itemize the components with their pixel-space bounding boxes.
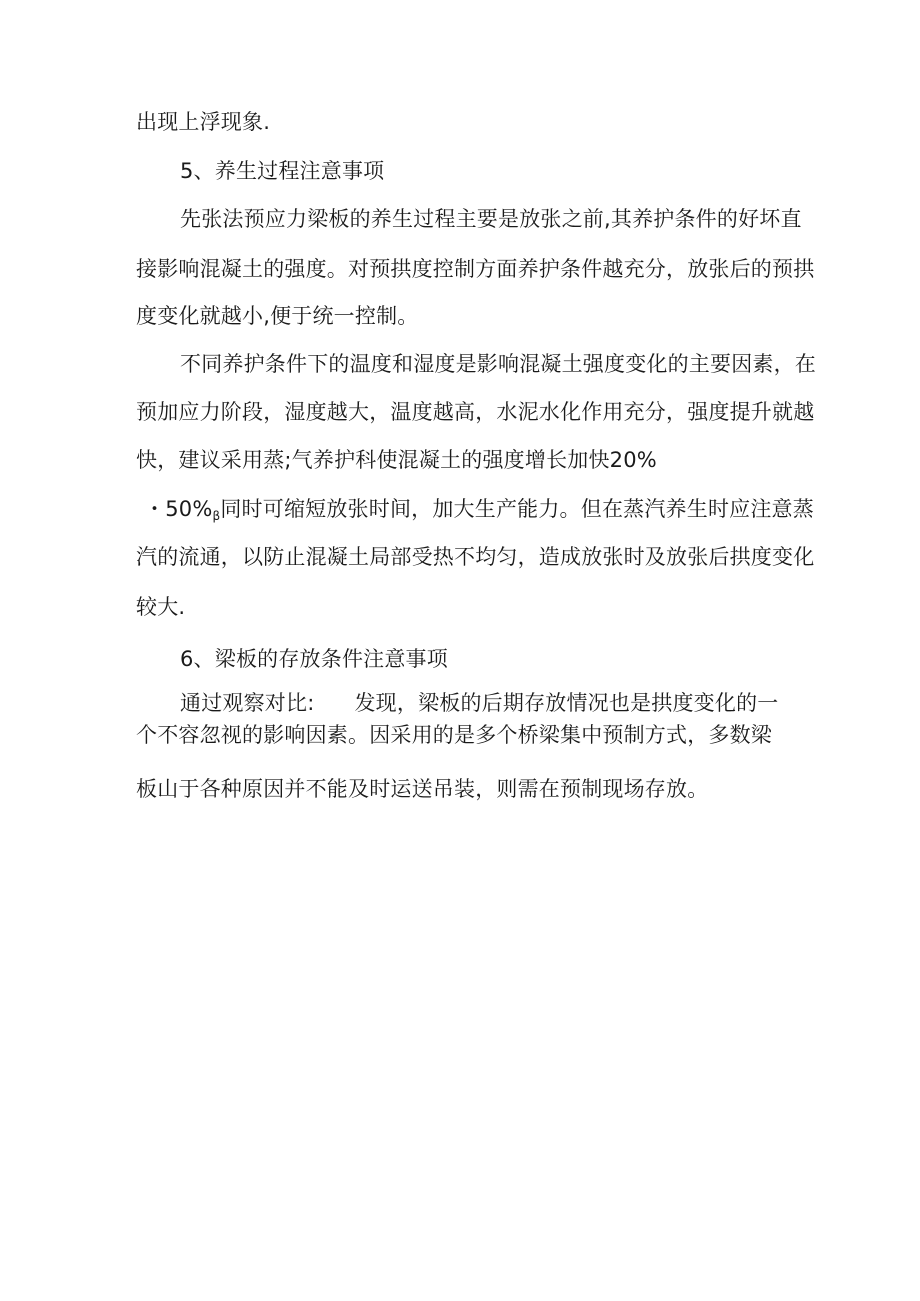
paragraph-line: 不同养护条件下的温度和湿度是影响混凝土强度变化的主要因素，在 <box>180 352 816 376</box>
paragraph-line: 先张法预应力梁板的养生过程主要是放张之前,其养护条件的好坏直 <box>180 207 802 231</box>
section-heading-5: 5、养生过程注意事项 <box>180 159 385 183</box>
paragraph-line: 接影响混凝土的强度。对预拱度控制方面养护条件越充分，放张后的预拱 <box>136 257 815 281</box>
paragraph-line: 快，建议采用蒸;气养护科使混凝土的强度增长加快20% <box>136 448 657 472</box>
paragraph-line: 汽的流通，以防止混凝土局部受热不均匀，造成放张时及放张后拱度变化 <box>136 545 815 569</box>
paragraph-line <box>144 495 814 530</box>
beta-subscript: β <box>212 509 221 523</box>
paragraph-line: 板山于各种原因并不能及时运送吊装，则需在预制现场存放。 <box>136 777 709 801</box>
paragraph-text: 同时可缩短放张时间，加大生产能力。但在蒸汽养生时应注意蒸 <box>220 497 814 521</box>
paragraph-line: 预加应力阶段，湿度越大，温度越高，水泥水化作用充分，强度提升就越 <box>136 400 815 424</box>
paragraph-text: 通过观察对比: <box>180 691 315 715</box>
paragraph-text: 发现，梁板的后期存放情况也是拱度变化的一 <box>354 691 779 715</box>
paragraph-line: 度变化就越小,便于统一控制。 <box>136 304 419 328</box>
paragraph-line <box>180 689 778 717</box>
paragraph-line: 个不容忽视的影响因素。因采用的是多个桥梁集中预制方式，多数梁 <box>136 723 772 747</box>
paragraph-line: 出现上浮现象. <box>136 110 271 134</box>
percent-range-text: ・50% <box>144 497 213 521</box>
section-heading-6: 6、梁板的存放条件注意事项 <box>180 647 448 671</box>
paragraph-line: 较大. <box>136 595 186 619</box>
